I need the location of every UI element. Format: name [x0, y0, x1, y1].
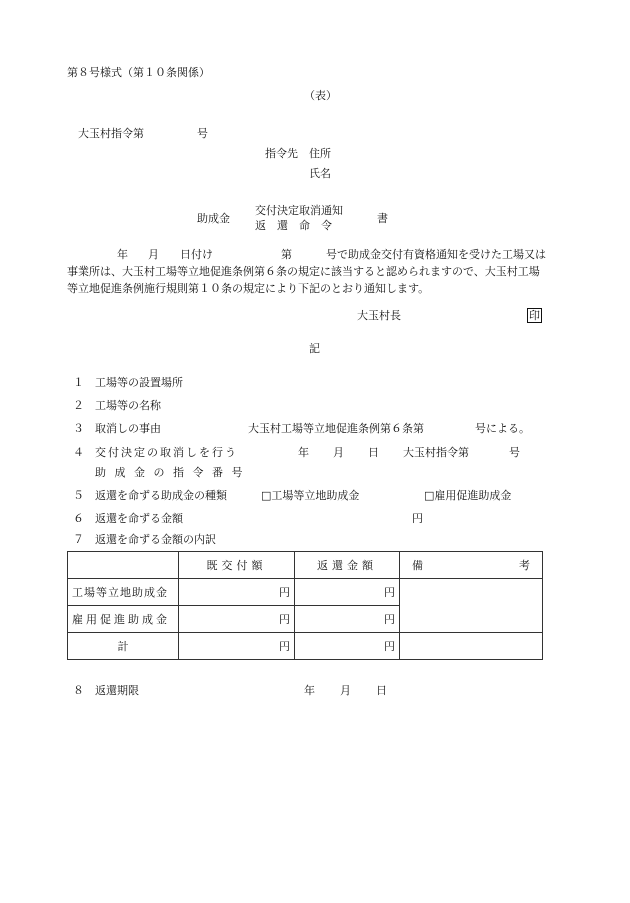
item-2-label: 工場等の名称 — [95, 399, 161, 412]
title-subsidy: 助成金 — [197, 212, 230, 225]
item-1-label: 工場等の設置場所 — [95, 376, 183, 389]
item-7-number: ７ — [73, 533, 84, 546]
table-header-returned: 返還金額 — [295, 552, 400, 579]
table-cell-remarks[interactable] — [400, 579, 543, 633]
table-corner-cell — [68, 552, 179, 579]
item-3-label: 取消しの事由 — [95, 422, 161, 435]
title-cancel-notice: 交付決定取消通知 — [255, 204, 343, 217]
form-side-label: （表） — [304, 89, 337, 102]
issue-number-prefix: 大玉村指令第 — [78, 127, 144, 140]
table-header-granted: 既交付額 — [179, 552, 295, 579]
table-cell-returned[interactable]: 円 — [295, 633, 400, 660]
item-7-label: 返還を命ずる金額の内訳 — [95, 533, 216, 546]
body-line3: 等立地促進条例施行規則第１０条の規定により下記のとおり通知します。 — [67, 282, 430, 295]
item-5-option-factory-subsidy[interactable]: □工場等立地助成金 — [261, 489, 360, 502]
item-5-option-employment-subsidy[interactable]: □雇用促進助成金 — [424, 489, 512, 502]
table-cell-granted[interactable]: 円 — [179, 606, 295, 633]
table-header-remarks — [400, 552, 543, 579]
title-return-order: 返 還 命 令 — [255, 219, 332, 232]
table-row-label: 計 — [68, 633, 179, 660]
body-line1-rest: 号で助成金交付有資格通知を受けた工場又は — [326, 248, 546, 261]
table-header-row — [68, 552, 543, 579]
item-5-label: 返還を命ずる助成金の種類 — [95, 489, 227, 502]
item-4-day: 日 — [368, 446, 379, 459]
item-4-ref-suffix: 号 — [509, 446, 520, 459]
table-header-remarks-left: 備 — [412, 559, 423, 572]
body-no: 第 — [281, 248, 292, 261]
addressee-name-label: 氏名 — [309, 167, 331, 180]
item-2-number: ２ — [73, 399, 84, 412]
item-3-value-suffix: 号による。 — [475, 422, 530, 435]
body-line2: 事業所は、大玉村工場等立地促進条例第６条の規定に該当すると認められますので、大玉村工場 — [67, 265, 540, 278]
item-6-label: 返還を命ずる金額 — [95, 512, 183, 525]
item-6-yen: 円 — [412, 512, 423, 525]
mayor-title: 大玉村長 — [357, 309, 401, 322]
item-8-year: 年 — [304, 684, 315, 697]
item-3-value-prefix: 大玉村工場等立地促進条例第６条第 — [248, 422, 424, 435]
table-row — [68, 579, 543, 606]
table-header-remarks-right: 考 — [519, 559, 530, 572]
item-4-ref-prefix: 大玉村指令第 — [403, 446, 469, 459]
title-document: 書 — [377, 212, 388, 225]
table-cell-returned[interactable]: 円 — [295, 606, 400, 633]
item-8-month: 月 — [340, 684, 351, 697]
item-4-label-line2: 助成金の指令番号 — [95, 466, 251, 479]
breakdown-table — [67, 551, 543, 660]
item-4-year: 年 — [298, 446, 309, 459]
form-number: 第８号様式（第１０条関係） — [67, 66, 210, 79]
addressee-label: 指令先 — [265, 147, 298, 160]
table-cell-granted[interactable]: 円 — [179, 579, 295, 606]
item-3-number: ３ — [73, 422, 84, 435]
table-row-total — [68, 633, 543, 660]
item-8-label: 返還期限 — [95, 684, 139, 697]
table-cell-remarks[interactable] — [400, 633, 543, 660]
item-5-number: ５ — [73, 489, 84, 502]
body-day: 日付け — [180, 248, 213, 261]
item-8-day: 日 — [376, 684, 387, 697]
item-4-number: ４ — [73, 446, 84, 459]
item-1-number: １ — [73, 376, 84, 389]
item-6-number: ６ — [73, 512, 84, 525]
seal-mark: 印 — [529, 309, 540, 322]
body-month: 月 — [148, 248, 159, 261]
ki-heading: 記 — [309, 342, 320, 355]
item-4-month: 月 — [333, 446, 344, 459]
table-row-label: 工場等立地助成金 — [68, 579, 179, 606]
addressee-address-label: 住所 — [309, 147, 331, 160]
table-cell-returned[interactable]: 円 — [295, 579, 400, 606]
body-year: 年 — [117, 248, 128, 261]
item-4-label: 交付決定の取消しを行う — [95, 446, 238, 459]
table-cell-granted[interactable]: 円 — [179, 633, 295, 660]
item-8-number: ８ — [73, 684, 84, 697]
table-row-label: 雇用促進助成金 — [68, 606, 179, 633]
issue-number-suffix: 号 — [197, 127, 208, 140]
